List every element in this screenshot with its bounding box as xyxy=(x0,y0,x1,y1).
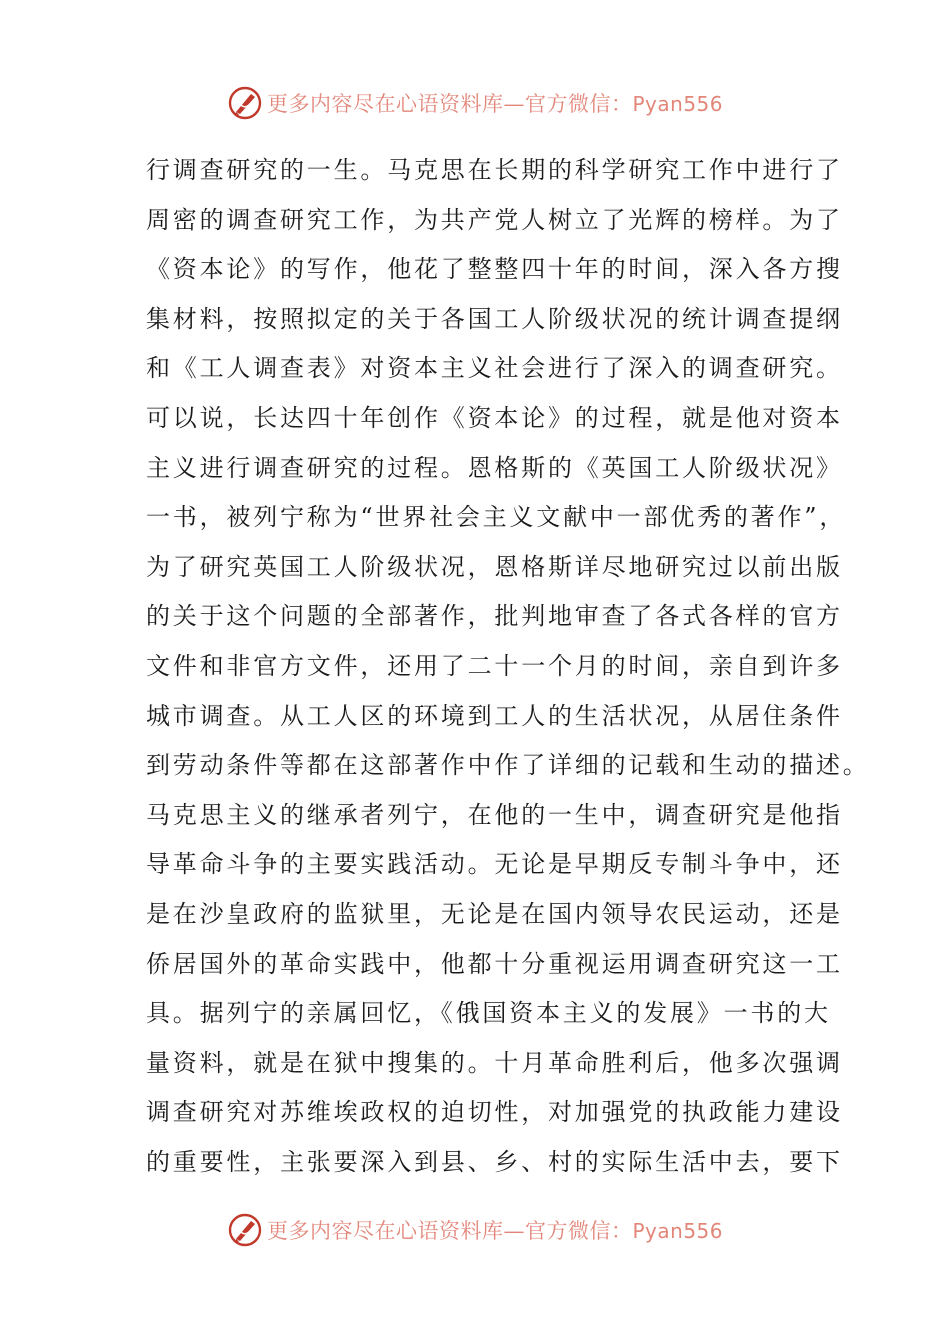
footer-brand-text: 更多内容尽在心语资料库 xyxy=(266,1219,504,1243)
footer-dash: — xyxy=(503,1219,525,1243)
body-line: 一书，被列宁称为“世界社会主义文献中一部优秀的著作”， xyxy=(146,503,847,532)
footer-contact-label: 官方微信： xyxy=(524,1219,633,1243)
body-line: 城市调查。从工人区的环境到工人的生活状况，从居住条件 xyxy=(146,701,843,730)
body-line: 侨居国外的革命实践中，他都十分重视运用调查研究这一工 xyxy=(146,949,843,978)
body-line: 到劳动条件等都在这部著作中作了详细的记载和生动的描述。 xyxy=(146,751,870,780)
body-line: 集材料，按照拟定的关于各国工人阶级状况的统计调查提纲 xyxy=(146,304,843,333)
body-line: 量资料，就是在狱中搜集的。十月革命胜利后，他多次强调 xyxy=(146,1048,843,1077)
pen-logo-icon xyxy=(227,1212,263,1248)
header-contact-id: Pyan556 xyxy=(632,92,723,116)
body-line: 的关于这个问题的全部著作，批判地审查了各式各样的官方 xyxy=(146,602,843,631)
footer-banner-content xyxy=(227,1212,723,1248)
footer-banner-text xyxy=(267,1215,723,1245)
body-line: 《资本论》的写作，他花了整整四十年的时间，深入各方搜 xyxy=(146,255,843,284)
body-line: 主义进行调查研究的过程。恩格斯的《英国工人阶级状况》 xyxy=(146,453,843,482)
body-line: 和《工人调查表》对资本主义社会进行了深入的调查研究。 xyxy=(146,354,843,383)
header-dash: — xyxy=(503,92,525,116)
body-line: 可以说，长达四十年创作《资本论》的过程，就是他对资本 xyxy=(146,403,843,432)
body-line: 的重要性，主张要深入到县、乡、村的实际生活中去，要下 xyxy=(146,1147,843,1176)
body-line: 马克思主义的继承者列宁，在他的一生中，调查研究是他指 xyxy=(146,800,843,829)
header-contact-label: 官方微信： xyxy=(524,92,633,116)
header-banner-text xyxy=(267,88,723,118)
header-banner-content xyxy=(227,85,723,121)
body-line: 具。据列宁的亲属回忆，《俄国资本主义的发展》一书的大 xyxy=(146,999,831,1028)
body-line: 导革命斗争的主要实践活动。无论是早期反专制斗争中，还 xyxy=(146,850,843,879)
body-line: 行调查研究的一生。马克思在长期的科学研究工作中进行了 xyxy=(146,156,843,184)
body-line: 为了研究英国工人阶级状况，恩格斯详尽地研究过以前出版 xyxy=(146,552,843,581)
body-line: 调查研究对苏维埃政权的迫切性，对加强党的执政能力建设 xyxy=(146,1098,843,1127)
footer-banner xyxy=(0,1207,950,1253)
pen-logo-icon xyxy=(227,85,263,121)
footer-contact-id: Pyan556 xyxy=(632,1219,723,1243)
document-body xyxy=(146,146,870,1187)
body-line: 文件和非官方文件，还用了二十一个月的时间，亲自到许多 xyxy=(146,651,843,680)
body-line: 周密的调查研究工作，为共产党人树立了光辉的榜样。为了 xyxy=(146,205,843,234)
body-line: 是在沙皇政府的监狱里，无论是在国内领导农民运动，还是 xyxy=(146,899,843,928)
header-banner xyxy=(0,80,950,126)
header-brand-text: 更多内容尽在心语资料库 xyxy=(266,92,504,116)
